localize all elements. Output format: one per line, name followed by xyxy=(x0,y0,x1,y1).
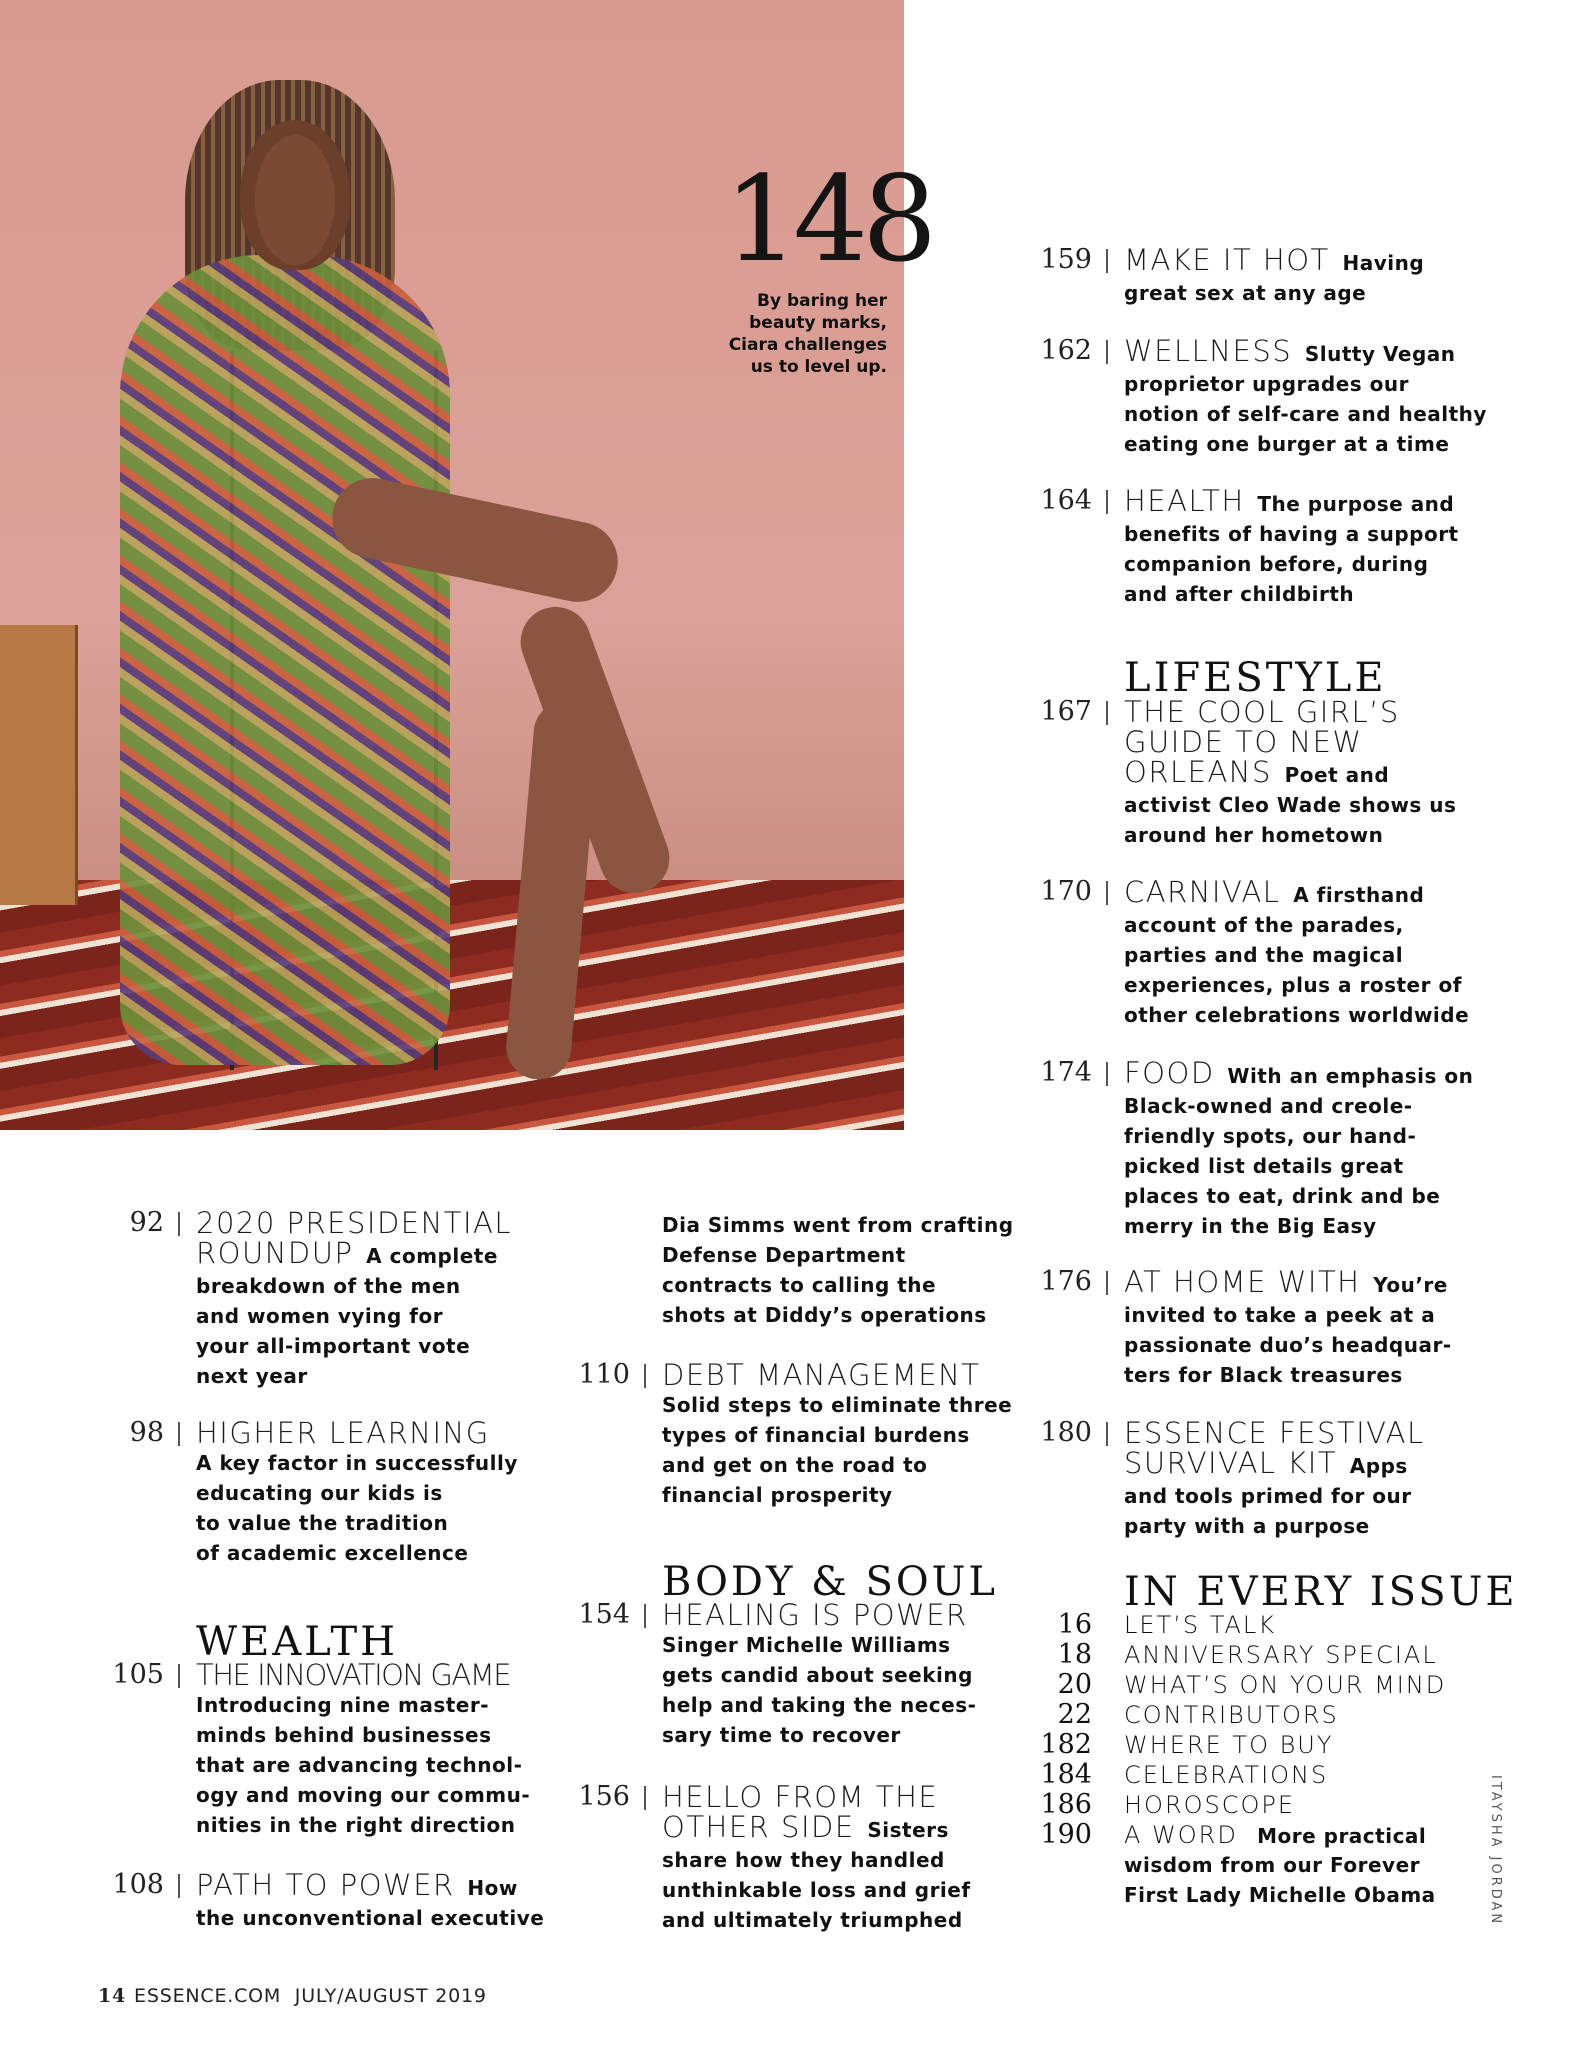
entry-desc: notion of self-care and healthy xyxy=(1124,402,1487,426)
entry-desc: Black-owned and creole- xyxy=(1124,1094,1413,1118)
entry-desc: the unconventional executive xyxy=(196,1906,545,1930)
model-dress xyxy=(120,255,450,1065)
entry-desc: and ultimately triumphed xyxy=(662,1908,963,1932)
entry-desc: sary time to recover xyxy=(662,1723,901,1747)
list-item[interactable] xyxy=(1040,1730,1460,1760)
item-label: ANNIVERSARY SPECIAL xyxy=(1124,1641,1438,1669)
entry-desc: and get on the road to xyxy=(662,1453,928,1477)
list-item-desc xyxy=(1040,1850,1460,1880)
entry-desc: Having xyxy=(1342,251,1425,275)
page-number: 108 xyxy=(112,1869,164,1900)
entry-desc: Singer Michelle Williams xyxy=(662,1633,951,1657)
page-number: 167 xyxy=(1040,696,1092,727)
entry-title: HEALING IS POWER xyxy=(662,1598,968,1632)
entry-desc: and tools primed for our xyxy=(1124,1484,1412,1508)
entry-title: DEBT MANAGEMENT xyxy=(662,1358,981,1392)
list-item-desc xyxy=(1040,1880,1460,1910)
divider xyxy=(644,1364,646,1388)
page-number: 174 xyxy=(1040,1057,1092,1088)
entry-title: ROUNDUP xyxy=(196,1236,354,1270)
entry-title: FOOD xyxy=(1124,1056,1215,1090)
entry-desc: ogy and moving our commu- xyxy=(196,1783,531,1807)
page-number: 159 xyxy=(1040,244,1092,275)
entry-title: 2020 PRESIDENTIAL xyxy=(196,1206,513,1240)
footer-text: ESSENCE.COM JULY/AUGUST 2019 xyxy=(134,1985,487,2007)
entry-desc: Sisters xyxy=(867,1818,949,1842)
item-label: A WORD xyxy=(1124,1821,1238,1849)
caption-line: Ciara challenges xyxy=(728,335,887,355)
list-item[interactable] xyxy=(1040,1610,1460,1640)
list-item[interactable] xyxy=(1040,1670,1460,1700)
entry-title: THE COOL GIRL’S xyxy=(1124,695,1400,729)
entry-desc: contracts to calling the xyxy=(662,1273,937,1297)
entry-title: WELLNESS xyxy=(1124,334,1293,368)
section-title-in-every-issue: IN EVERY ISSUE xyxy=(1124,1569,1518,1615)
page-number: 98 xyxy=(129,1417,164,1448)
entry-title: PATH TO POWER xyxy=(196,1868,455,1902)
entry-desc: help and taking the neces- xyxy=(662,1693,977,1717)
page-number: 156 xyxy=(578,1781,630,1812)
page-number: 105 xyxy=(112,1659,164,1690)
page-number: 154 xyxy=(578,1599,630,1630)
entry-title: MAKE IT HOT xyxy=(1124,243,1330,277)
entry-desc: around her hometown xyxy=(1124,823,1384,847)
in-every-issue-list xyxy=(1040,1610,1460,1910)
entry-desc: to value the tradition xyxy=(196,1511,449,1535)
entry-title: HIGHER LEARNING xyxy=(196,1416,490,1450)
entry-desc: companion before, during xyxy=(1124,552,1429,576)
divider xyxy=(1106,881,1108,905)
page-number: 190 xyxy=(1040,1819,1092,1850)
entry-title: AT HOME WITH xyxy=(1124,1265,1361,1299)
page-number: 18 xyxy=(1057,1639,1092,1670)
entry-title: OTHER SIDE xyxy=(662,1810,855,1844)
page-number: 16 xyxy=(1057,1609,1092,1640)
entry-desc: friendly spots, our hand- xyxy=(1124,1124,1417,1148)
entry-desc: educating our kids is xyxy=(196,1481,443,1505)
entry-desc: your all-important vote xyxy=(196,1334,471,1358)
page-number: 184 xyxy=(1040,1759,1092,1790)
divider xyxy=(1106,1271,1108,1295)
divider xyxy=(644,1604,646,1628)
feature-page-number: 148 xyxy=(724,150,932,288)
list-item[interactable] xyxy=(1040,1640,1460,1670)
list-item[interactable] xyxy=(1040,1820,1460,1850)
page-footer xyxy=(98,1985,487,2007)
page-number: 22 xyxy=(1057,1699,1092,1730)
entry-desc: A complete xyxy=(366,1244,498,1268)
entry-title: ESSENCE FESTIVAL xyxy=(1124,1416,1425,1450)
entry-desc: unthinkable loss and grief xyxy=(662,1878,971,1902)
entry-desc: breakdown of the men xyxy=(196,1274,461,1298)
entry-desc: share how they handled xyxy=(662,1848,945,1872)
entry-desc: of academic excellence xyxy=(196,1541,469,1565)
divider xyxy=(1106,249,1108,273)
entry-desc: picked list details great xyxy=(1124,1154,1404,1178)
entry-desc: that are advancing technol- xyxy=(196,1753,523,1777)
entry-desc: gets candid about seeking xyxy=(662,1663,973,1687)
item-label: CONTRIBUTORS xyxy=(1124,1701,1339,1729)
entry-desc: Defense Department xyxy=(662,1243,906,1267)
page-number: 164 xyxy=(1040,485,1092,516)
entry-title: HELLO FROM THE xyxy=(662,1780,939,1814)
page-number: 110 xyxy=(578,1359,630,1390)
divider xyxy=(1106,1422,1108,1446)
entry-desc: passionate duo’s headquar- xyxy=(1124,1333,1452,1357)
entry-desc: places to eat, drink and be xyxy=(1124,1184,1441,1208)
divider xyxy=(644,1786,646,1810)
entry-desc: wisdom from our Forever xyxy=(1124,1853,1420,1877)
item-label: WHAT’S ON YOUR MIND xyxy=(1124,1671,1447,1699)
entry-desc: account of the parades, xyxy=(1124,913,1404,937)
entry-desc: party with a purpose xyxy=(1124,1514,1370,1538)
page-number: 182 xyxy=(1040,1729,1092,1760)
divider xyxy=(1106,1062,1108,1086)
caption-line: us to level up. xyxy=(750,357,887,377)
section-title-lifestyle: LIFESTYLE xyxy=(1124,655,1387,701)
entry-desc: parties and the magical xyxy=(1124,943,1404,967)
entry-desc: other celebrations worldwide xyxy=(1124,1003,1470,1027)
entry-desc: Dia Simms went from crafting xyxy=(662,1213,1014,1237)
entry-desc: activist Cleo Wade shows us xyxy=(1124,793,1457,817)
list-item[interactable] xyxy=(1040,1760,1460,1790)
entry-desc: shots at Diddy’s operations xyxy=(662,1303,987,1327)
entry-desc: merry in the Big Easy xyxy=(1124,1214,1377,1238)
divider xyxy=(1106,490,1108,514)
entry-desc: Poet and xyxy=(1284,763,1390,787)
list-item[interactable] xyxy=(1040,1790,1460,1820)
page-number: 170 xyxy=(1040,876,1092,907)
entry-desc: A key factor in successfully xyxy=(196,1451,518,1475)
entry-desc: next year xyxy=(196,1364,308,1388)
feature-caption xyxy=(667,290,887,378)
divider xyxy=(178,1212,180,1236)
item-label: WHERE TO BUY xyxy=(1124,1731,1334,1759)
entry-desc: Introducing nine master- xyxy=(196,1693,490,1717)
entry-title: HEALTH xyxy=(1124,484,1245,518)
page-number: 186 xyxy=(1040,1789,1092,1820)
caption-line: beauty marks, xyxy=(749,313,887,333)
entry-desc: types of financial burdens xyxy=(662,1423,970,1447)
entry-desc: benefits of having a support xyxy=(1124,522,1459,546)
folio-number: 14 xyxy=(98,1985,127,2007)
entry-desc: great sex at any age xyxy=(1124,281,1367,305)
entry-desc: With an emphasis on xyxy=(1227,1064,1474,1088)
entry-title: SURVIVAL KIT xyxy=(1124,1446,1338,1480)
divider xyxy=(178,1874,180,1898)
divider xyxy=(178,1664,180,1688)
model-face xyxy=(255,135,335,265)
caption-line: By baring her xyxy=(756,291,887,311)
page-number: 20 xyxy=(1057,1669,1092,1700)
entry-desc: invited to take a peek at a xyxy=(1124,1303,1436,1327)
item-label: LET’S TALK xyxy=(1124,1611,1277,1639)
entry-desc: experiences, plus a roster of xyxy=(1124,973,1462,997)
item-label: HOROSCOPE xyxy=(1124,1791,1296,1819)
divider xyxy=(178,1422,180,1446)
section-title-body-soul: BODY & SOUL xyxy=(662,1559,998,1605)
entry-desc: More practical xyxy=(1257,1824,1427,1848)
entry-title: THE INNOVATION GAME xyxy=(196,1658,511,1692)
entry-desc: minds behind businesses xyxy=(196,1723,492,1747)
entry-desc: Apps xyxy=(1349,1454,1408,1478)
entry-desc: Slutty Vegan xyxy=(1304,342,1456,366)
entry-title: CARNIVAL xyxy=(1124,875,1281,909)
entry-desc: financial prosperity xyxy=(662,1483,893,1507)
entry-title: ORLEANS xyxy=(1124,755,1272,789)
divider xyxy=(1106,701,1108,725)
item-label: CELEBRATIONS xyxy=(1124,1761,1329,1789)
entry-desc: nities in the right direction xyxy=(196,1813,516,1837)
wooden-crate xyxy=(0,625,78,905)
entry-desc: You’re xyxy=(1373,1273,1448,1297)
entry-desc: A firsthand xyxy=(1293,883,1425,907)
entry-desc: First Lady Michelle Obama xyxy=(1124,1883,1436,1907)
page-number: 176 xyxy=(1040,1266,1092,1297)
page-number: 162 xyxy=(1040,335,1092,366)
list-item[interactable] xyxy=(1040,1700,1460,1730)
section-title-wealth: WEALTH xyxy=(196,1619,399,1665)
entry-desc: The purpose and xyxy=(1257,492,1455,516)
page-number: 180 xyxy=(1040,1417,1092,1448)
entry-desc: eating one burger at a time xyxy=(1124,432,1450,456)
entry-desc: Solid steps to eliminate three xyxy=(662,1393,1013,1417)
page-number: 92 xyxy=(129,1207,164,1238)
entry-desc: and after childbirth xyxy=(1124,582,1355,606)
entry-desc: and women vying for xyxy=(196,1304,444,1328)
entry-title: GUIDE TO NEW xyxy=(1124,725,1363,759)
entry-desc: proprietor upgrades our xyxy=(1124,372,1409,396)
divider xyxy=(1106,340,1108,364)
entry-desc: ters for Black treasures xyxy=(1124,1363,1403,1387)
photo-credit: ITAYSHA JORDAN xyxy=(1488,1775,1503,1927)
entry-desc: How xyxy=(467,1876,518,1900)
